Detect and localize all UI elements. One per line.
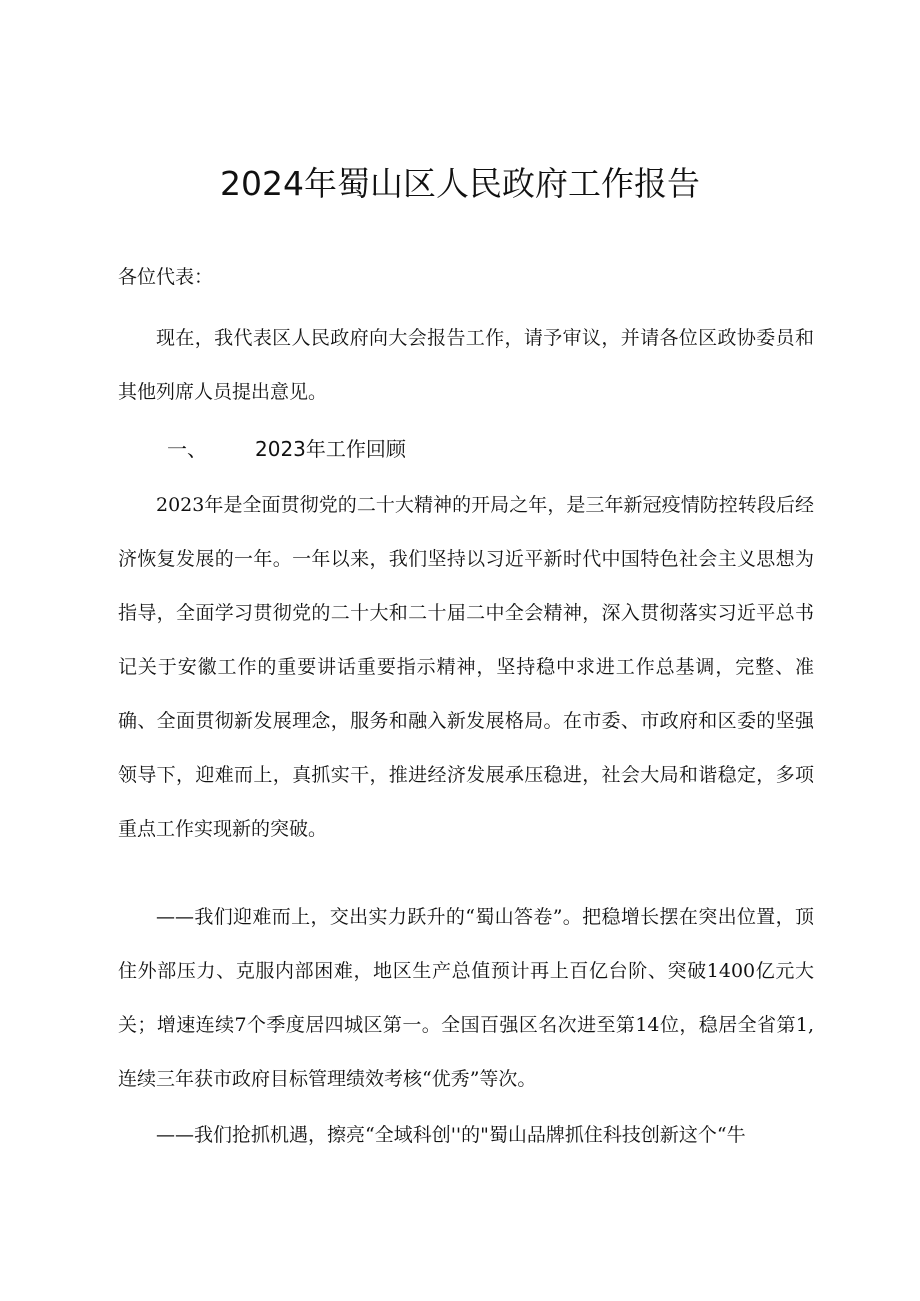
intro-paragraph: 现在，我代表区人民政府向大会报告工作，请予审议，并请各位区政协委员和其他列席人员提出意见。 [118,327,814,403]
section-title: 2023年工作回顾 [255,437,406,461]
body-paragraph: ——我们抢抓机遇，擦亮“全域科创''的"蜀山品牌抓住科技创新这个“牛 [156,1124,746,1146]
body-paragraph: ——我们迎难而上，交出实力跃升的“蜀山答卷”。把稳增长摆在突出位置，顶住外部压力、克服内部困难，地区生产总值预计再上百亿台阶、突破1400亿元大关；增速连续7个季度居四城区第一。全国百强区名次进至第14位，稳居全省第1,连续三年获市政府目标管理绩效考核“优秀”等次。 [118,906,814,1090]
document-title: 2024年蜀山区人民政府工作报告 [220,164,700,203]
salutation: 各位代表： [118,266,214,288]
section-number: 一、 [167,437,207,461]
body-paragraph: 2023年是全面贯彻党的二十大精神的开局之年，是三年新冠疫情防控转段后经济恢复发展的一年。一年以来，我们坚持以习近平新时代中国特色社会主义思想为指导，全面学习贯彻党的二十大和二十届二中全会精神，深入贯彻落实习近平总书记关于安徽工作的重要讲话重要指示精神，坚持稳中求进工作总基调，完整、准确、全面贯彻新发展理念，服务和融入新发展格局。在市委、市政府和区委的坚强领导下，迎难而上，真抓实干，推进经济发展承压稳进，社会大局和谐稳定，多项重点工作实现新的突破。 [118,494,814,840]
section-heading [167,432,406,466]
